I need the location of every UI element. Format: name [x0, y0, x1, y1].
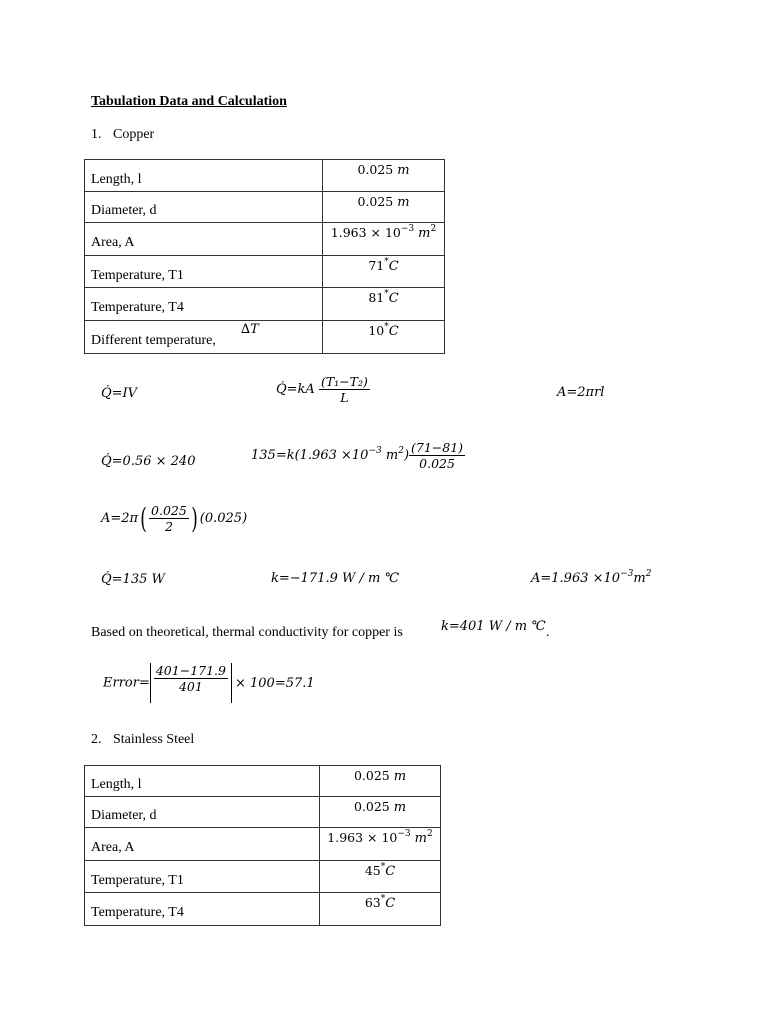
row-value: 81*C — [323, 288, 445, 321]
table-row — [85, 223, 445, 256]
equation-q-iv: Q̇=IV — [101, 386, 138, 401]
row-label: Area, A — [85, 223, 323, 256]
theory-k-value: k=401 W / m ℃ — [441, 619, 546, 634]
theory-period: . — [546, 625, 550, 640]
copper-table — [84, 159, 445, 354]
table-row — [85, 828, 441, 861]
row-label: Diameter, d — [85, 192, 323, 223]
equation-fourier: Q̇=kA $\frac{\text{(T₁−T₂)}}{L}$ — [276, 374, 368, 405]
table-row — [85, 192, 445, 223]
row-value: 0.025 m — [323, 192, 445, 223]
table-row — [85, 861, 441, 893]
table-row — [85, 893, 441, 926]
row-value: 0.025 m — [320, 797, 441, 828]
row-label: Temperature, T4 — [85, 288, 323, 321]
equation-area-result: $A=1.963 \times 10^{-3}m^2$ — [531, 569, 652, 586]
row-value: 10*C — [323, 321, 445, 354]
equation-area-formula: A=2πrl — [557, 385, 605, 400]
theory-sentence: Based on theoretical, thermal conductivity for copper is — [91, 625, 403, 640]
stainless-steel-table — [84, 765, 441, 926]
section-heading-copper — [91, 127, 154, 143]
row-value: 63*C — [320, 893, 441, 926]
equation-k-result: k=−171.9 W / m ℃ — [271, 571, 400, 586]
table-row — [85, 766, 441, 797]
row-label: Length, l — [85, 160, 323, 192]
row-value: 71*C — [323, 256, 445, 288]
row-label: Temperature, T1 — [85, 256, 323, 288]
delta-t-symbol: ∆T — [241, 322, 259, 337]
row-label: Diameter, d — [85, 797, 320, 828]
row-label: Area, A — [85, 828, 320, 861]
table-row — [85, 797, 441, 828]
equation-area-calc: A=2π( $\frac{0.025}{2}$ ) (0.025) — [101, 502, 248, 535]
row-label: Temperature, T4 — [85, 893, 320, 926]
row-value: 45*C — [320, 861, 441, 893]
row-label: Temperature, T1 — [85, 861, 320, 893]
page-title: Tabulation Data and Calculation — [91, 94, 287, 109]
equation-q-calc: Q̇=0.56 × 240 — [101, 454, 196, 469]
row-value: $1.963 \times 10^{-3}$ $m^2$ — [323, 223, 445, 256]
heading-text: Stainless Steel — [113, 732, 195, 747]
table-row — [85, 288, 445, 321]
equation-q-result: Q̇=135 W — [101, 572, 165, 587]
table-row — [85, 321, 445, 354]
row-label: Different temperature, ∆T — [85, 321, 323, 354]
row-label: Length, l — [85, 766, 320, 797]
heading-number: 1. — [91, 127, 102, 142]
heading-text: Copper — [113, 127, 155, 142]
equation-error: Error= $\frac{401-171.9}{401}$ × 100=57.1 — [103, 663, 315, 703]
section-heading-stainless-steel — [91, 732, 194, 748]
heading-number: 2. — [91, 732, 102, 747]
row-value: 0.025 m — [320, 766, 441, 797]
table-row — [85, 256, 445, 288]
row-value: $1.963 \times 10^{-3}$ $m^2$ — [320, 828, 441, 861]
table-row — [85, 160, 445, 192]
equation-k-substitution: $135=k(1.963 \times 10^{-3}$ $m^2$) $\frac{(71-81)}{0.025}$ — [251, 440, 464, 471]
row-value: 0.025 m — [323, 160, 445, 192]
